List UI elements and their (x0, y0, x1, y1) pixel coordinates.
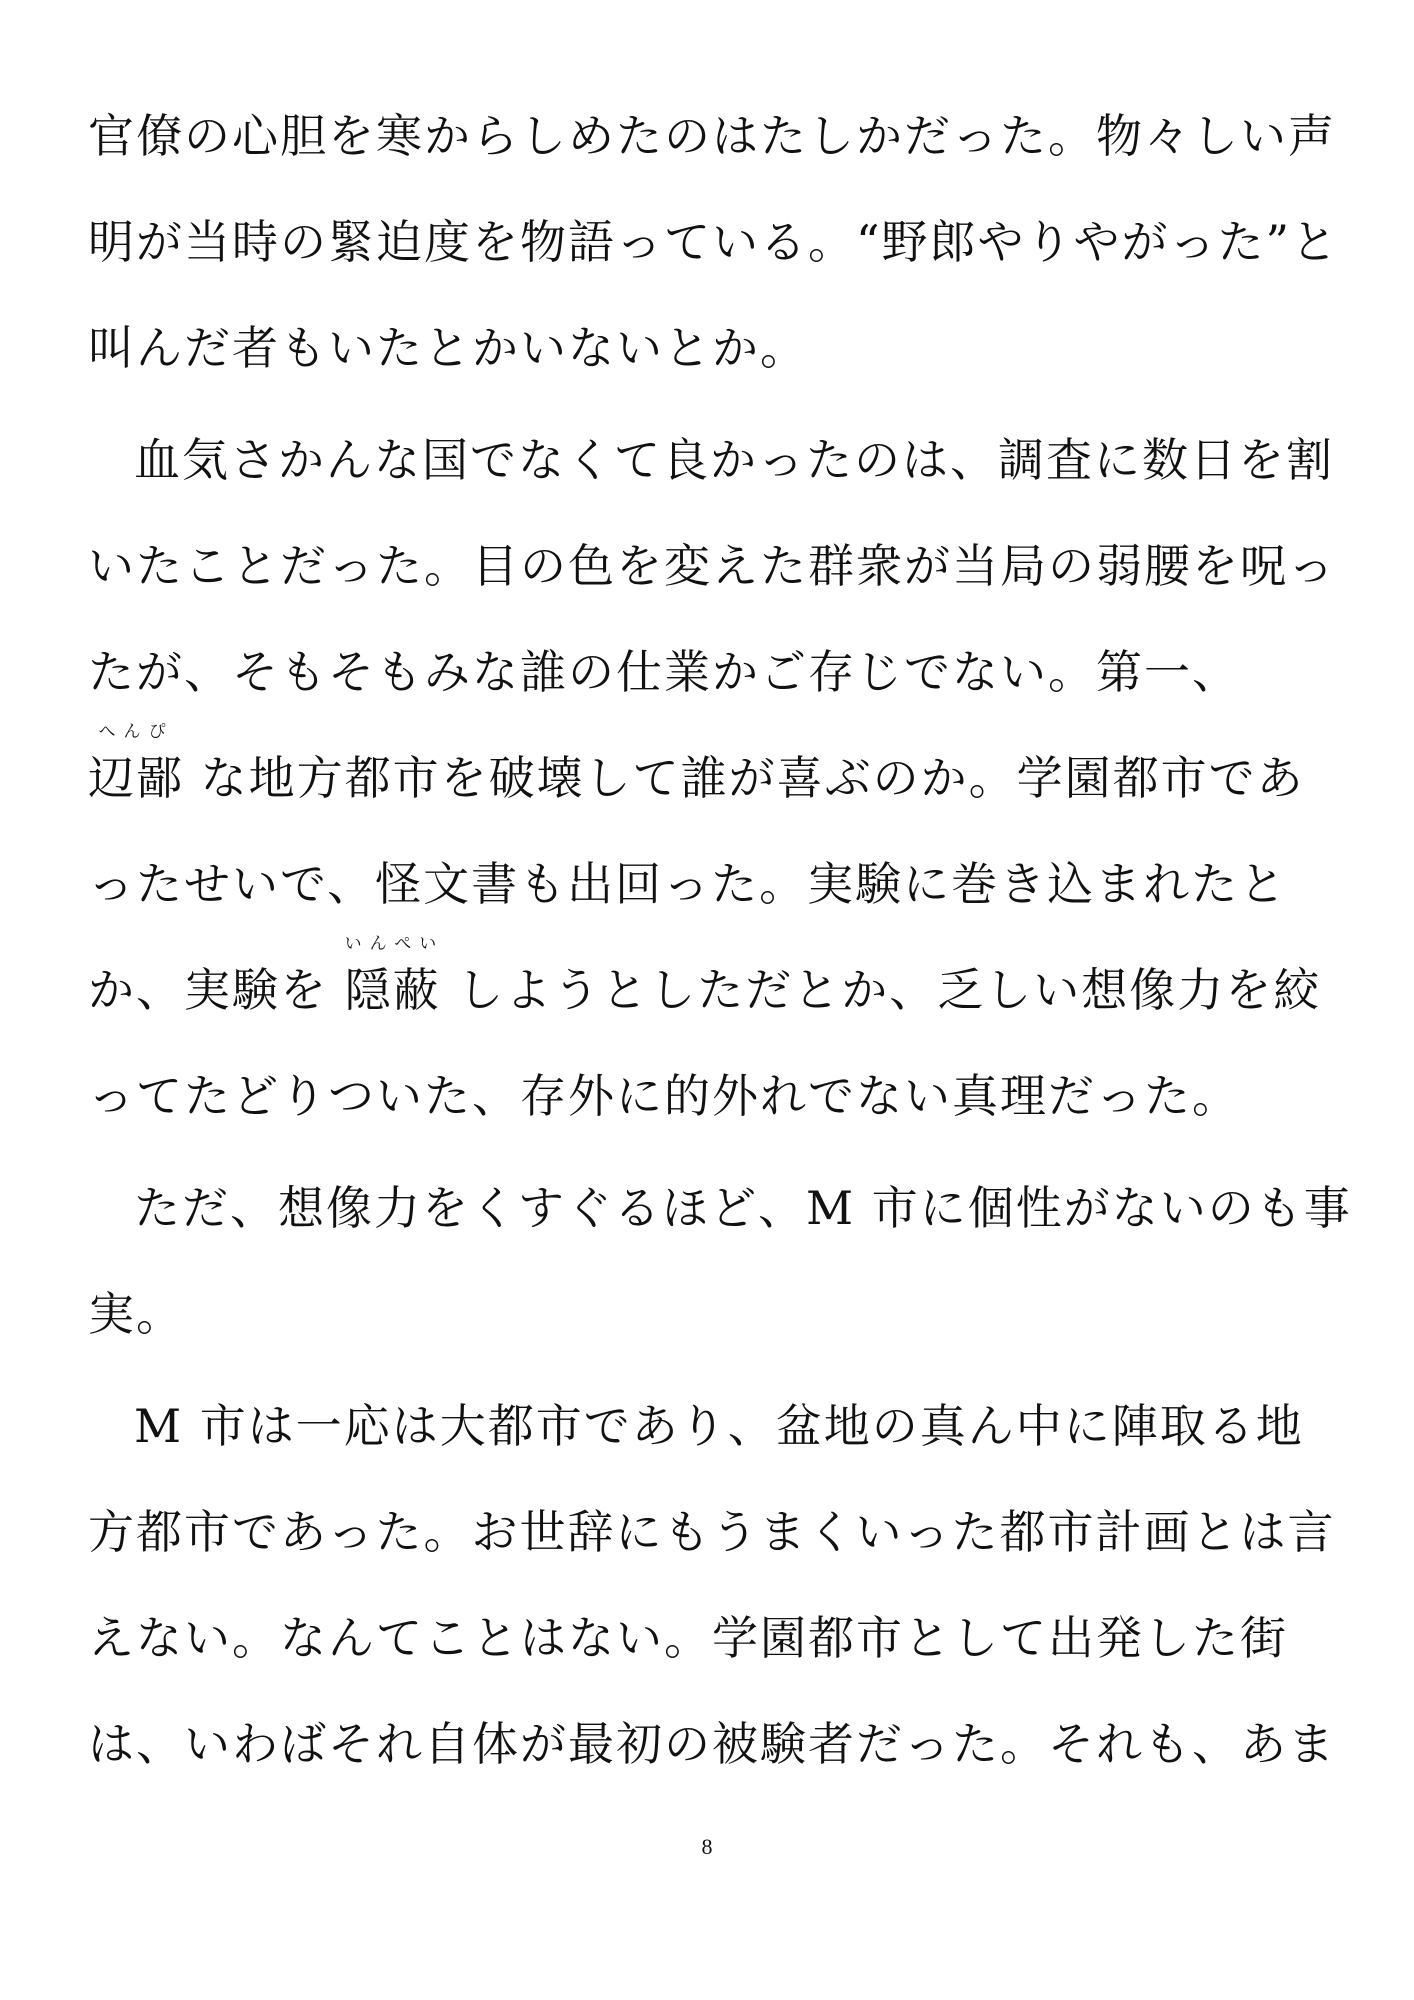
ruby-word (88, 722, 184, 808)
ruby-base-text: 隠蔽 (344, 963, 441, 1017)
line-text: M 市は一応は大都市であり、盆地の真ん中に陣取る地 (134, 1399, 1304, 1453)
line-text: 明が当時の緊迫度を物語っている。“野郎やりやがった”と (88, 215, 1340, 269)
ruby-reading: へんぴ (98, 722, 174, 742)
line-text: 官僚の心胆を寒からしめたのはたしかだった。物々しい声 (88, 109, 1336, 163)
text-line-13 (88, 1396, 1384, 1456)
text-line-14 (88, 1502, 1338, 1562)
line-text: ってたどりついた、存外に的外れでない真理だった。 (88, 1069, 1240, 1123)
text-line-1 (88, 106, 1338, 166)
text-line-2 (88, 212, 1338, 272)
text-line-3 (88, 318, 1338, 378)
line-text: 方都市であった。お世辞にもうまくいった都市計画とは言 (88, 1505, 1336, 1559)
text-line-5 (88, 536, 1338, 596)
ruby-word (344, 934, 445, 1020)
text-line-7 (88, 722, 1338, 808)
line-text: は、いわばそれ自体が最初の被験者だった。それも、あま (88, 1717, 1336, 1771)
text-line-4 (88, 430, 1384, 490)
line-text: ったせいで、怪文書も出回った。実験に巻き込まれたと (88, 857, 1288, 911)
text-line-8 (88, 854, 1338, 914)
line-text: たが、そもそもみな誰の仕業かご存じでない。第一、 (88, 645, 1240, 699)
ruby-reading: いんぺい (344, 934, 445, 954)
text-line-6 (88, 642, 1338, 702)
ruby-base-text: 辺鄙 (88, 751, 184, 805)
line-text: か、実験を (88, 963, 328, 1017)
line-text: いたことだった。目の色を変えた群衆が当局の弱腰を呪っ (88, 539, 1336, 593)
line-text: しようとしただとか、乏しい想像力を絞 (457, 963, 1322, 1017)
text-line-16 (88, 1714, 1338, 1774)
line-text: ただ、想像力をくすぐるほど、M 市に個性がないのも事 (134, 1181, 1352, 1235)
line-text: な地方都市を破壊して誰が喜ぶのか。学園都市であ (200, 751, 1305, 805)
text-line-12 (88, 1284, 1338, 1344)
line-text: 血気さかんな国でなくて良かったのは、調査に数日を割 (134, 433, 1334, 487)
line-text: 叫んだ者もいたとかいないとか。 (88, 321, 808, 375)
text-line-10 (88, 1066, 1338, 1126)
line-text: 実。 (88, 1287, 184, 1341)
line-text: えない。なんてことはない。学園都市として出発した街 (88, 1611, 1288, 1665)
text-line-9 (88, 934, 1338, 1020)
text-line-11 (88, 1178, 1384, 1238)
text-line-15 (88, 1608, 1338, 1668)
page-number: 8 (701, 1834, 713, 1859)
